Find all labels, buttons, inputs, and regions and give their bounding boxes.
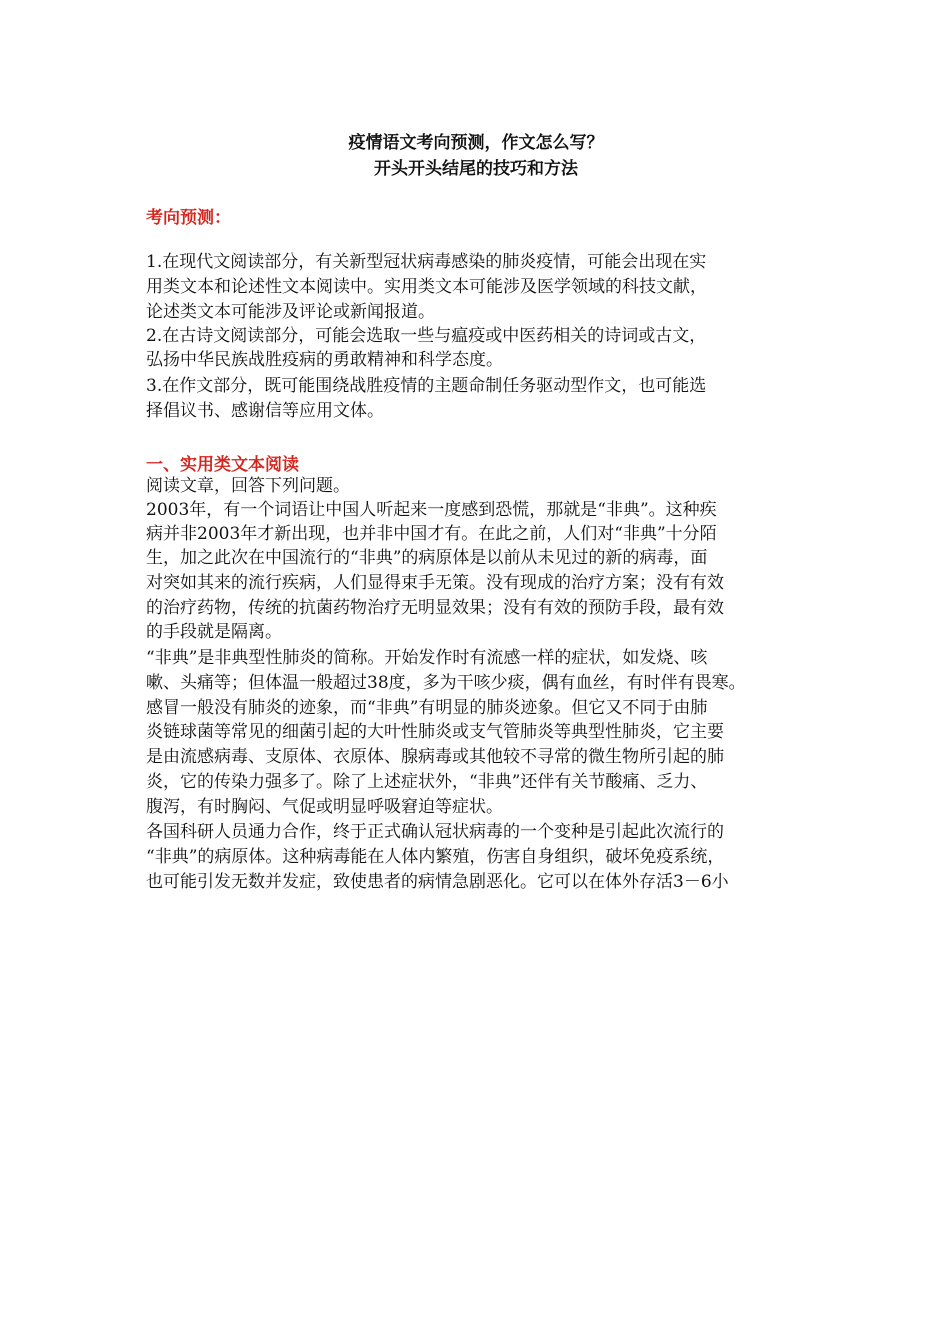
reading-line: 病并非2003年才新出现，也并非中国才有。在此之前，人们对“非典”十分陌 (146, 524, 717, 544)
reading-line: 的手段就是隔离。 (146, 622, 282, 642)
reading-line: 2003年，有一个词语让中国人听起来一度感到恐慌，那就是“非典”。这种疾 (146, 500, 717, 520)
reading-line: 感冒一般没有肺炎的迹象，而“非典”有明显的肺炎迹象。但它又不同于由肺 (146, 698, 708, 718)
reading-line: 腹泻，有时胸闷、气促或明显呼吸窘迫等症状。 (146, 797, 503, 817)
forecast-line: 3.在作文部分，既可能围绕战胜疫情的主题命制任务驱动型作文，也可能选 (146, 376, 707, 396)
forecast-line: 论述类文本可能涉及评论或新闻报道。 (146, 302, 435, 322)
reading-line: “非典”是非典型性肺炎的简称。开始发作时有流感一样的症状，如发烧、咳 (146, 648, 708, 668)
reading-line: 炎，它的传染力强多了。除了上述症状外，“非典”还伴有关节酸痛、乏力、 (146, 772, 708, 792)
reading-section-heading: 一、实用类文本阅读 (146, 455, 299, 475)
reading-line: 对突如其来的流行疾病，人们显得束手无策。没有现成的治疗方案；没有有效 (146, 573, 724, 593)
reading-line: 嗽、头痛等；但体温一般超过38度，多为干咳少痰，偶有血丝，有时伴有畏寒。 (146, 673, 746, 693)
forecast-line: 择倡议书、感谢信等应用文体。 (146, 401, 384, 421)
reading-line: 生，加之此次在中国流行的“非典”的病原体是以前从未见过的新的病毒，面 (146, 548, 708, 568)
document-title-line-1: 疫情语文考向预测，作文怎么写？ (348, 133, 604, 153)
forecast-line: 用类文本和论述性文本阅读中。实用类文本可能涉及医学领域的科技文献， (146, 277, 707, 297)
forecast-heading: 考向预测： (146, 208, 231, 228)
forecast-line: 弘扬中华民族战胜疫病的勇敢精神和科学态度。 (146, 350, 503, 370)
reading-line: 阅读文章，回答下列问题。 (146, 476, 350, 496)
document-title-line-2: 开头开头结尾的技巧和方法 (374, 159, 578, 179)
reading-line: 的治疗药物，传统的抗菌药物治疗无明显效果；没有有效的预防手段，最有效 (146, 598, 724, 618)
forecast-line: 2.在古诗文阅读部分，可能会选取一些与瘟疫或中医药相关的诗词或古文， (146, 326, 707, 346)
reading-line: 炎链球菌等常见的细菌引起的大叶性肺炎或支气管肺炎等典型性肺炎，它主要 (146, 722, 724, 742)
reading-line: 也可能引发无数并发症，致使患者的病情急剧恶化。它可以在体外存活3－6小 (146, 872, 729, 892)
forecast-line: 1.在现代文阅读部分，有关新型冠状病毒感染的肺炎疫情，可能会出现在实 (146, 252, 707, 272)
reading-line: “非典”的病原体。这种病毒能在人体内繁殖，伤害自身组织，破坏免疫系统， (146, 847, 725, 867)
reading-line: 各国科研人员通力合作，终于正式确认冠状病毒的一个变种是引起此次流行的 (146, 822, 724, 842)
reading-line: 是由流感病毒、支原体、衣原体、腺病毒或其他较不寻常的微生物所引起的肺 (146, 747, 724, 767)
